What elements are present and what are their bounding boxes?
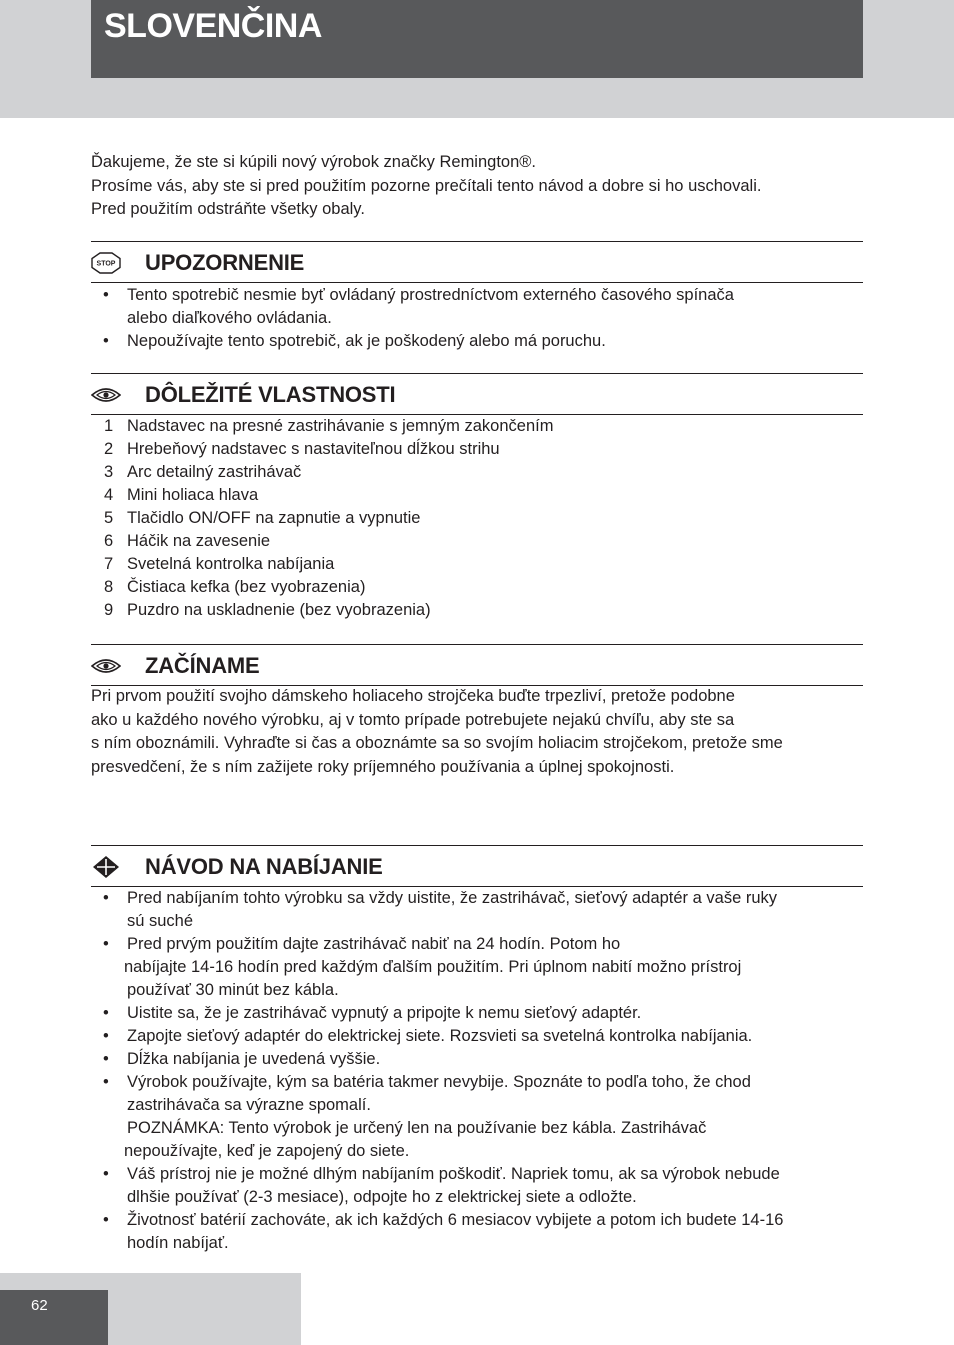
item-text: Puzdro na uskladnenie (bez vyobrazenia)	[127, 601, 431, 619]
list-item-line: Uistite sa, že je zastrihávač vypnutý a pripojte k nemu sieťový adaptér.	[127, 1004, 642, 1022]
list-item	[91, 484, 871, 507]
item-number: 7	[104, 555, 114, 573]
list-item-line: nepoužívajte, keď je zapojený do siete.	[124, 1142, 410, 1160]
list-item-line: Zapojte sieťový adaptér do elektrickej siete. Rozsvieti sa svetelná kontrolka nabíjania.	[127, 1027, 753, 1045]
item-text: Hrebeňový nadstavec s nastaviteľnou dĺžkou strihu	[127, 440, 500, 458]
paragraph-line: ako u každého nového výrobku, aj v tomto prípade potrebujete nejakú chvíľu, aby ste sa	[91, 710, 735, 729]
list-item	[91, 553, 871, 576]
item-text: Svetelná kontrolka nabíjania	[127, 555, 335, 573]
eye-icon	[91, 655, 121, 677]
list-item-line: hodín nabíjať.	[127, 1234, 229, 1252]
page-title: SLOVENČINA	[104, 7, 322, 45]
list-item	[91, 507, 871, 530]
list-item: • Životnosť batérií zachováte, ak ich každých 6 mesiacov vybijete a potom ich budete 14-16 hodín nabíjať.	[91, 1209, 871, 1255]
paragraph-line: presvedčení, že s ním zažijete roky príjemného používania a úplnej spokojnosti.	[91, 757, 675, 776]
list-item: • Nepoužívajte tento spotrebič, ak je poškodený alebo má poruchu.	[91, 330, 871, 353]
list-item	[91, 461, 871, 484]
intro-line: Ďakujeme, že ste si kúpili nový výrobok značky Remington®.	[91, 153, 537, 171]
list-item: • Výrobok používajte, kým sa batéria takmer nevybije. Spoznáte to podľa toho, že chod zastrihávača sa výrazne spomalí. POZNÁMKA: Tento výrobok je určený len na používanie bez kábla. Zastrihávač nepoužívajte, keď je zapojený do siete.	[91, 1071, 871, 1163]
list-item-line: zastrihávača sa výrazne spomalí.	[127, 1096, 371, 1114]
intro-line: Prosíme vás, aby ste si pred použitím pozorne prečítali tento návod a dobre si ho uschovali.	[91, 176, 762, 195]
title-bar	[91, 0, 863, 78]
item-text: Arc detailný zastrihávač	[127, 463, 302, 481]
list-item	[91, 530, 871, 553]
list-item-line: Výrobok používajte, kým sa batéria takmer nevybije. Spoznáte to podľa toho, že chod	[127, 1073, 751, 1091]
item-number: 9	[104, 601, 114, 619]
item-number: 4	[104, 486, 114, 504]
list-item-line: používať 30 minút bez kábla.	[127, 981, 339, 999]
list-item	[91, 438, 871, 461]
item-text: Háčik na zavesenie	[127, 532, 271, 550]
features-heading	[91, 373, 863, 415]
stop-icon-label: STOP	[96, 260, 116, 268]
list-item-line: Nepoužívajte tento spotrebič, ak je poškodený alebo má poruchu.	[127, 332, 606, 350]
list-item-line: dlhšie používať (2-3 mesiace), odpojte ho z elektrickej siete a odložte.	[127, 1188, 637, 1206]
item-number: 3	[104, 463, 114, 481]
list-item: • Pred nabíjaním tohto výrobku sa vždy uistite, že zastrihávač, sieťový adaptér a vaše ruky sú suché	[91, 887, 871, 933]
item-text: Čistiaca kefka (bez vyobrazenia)	[127, 578, 366, 596]
charging-list	[91, 887, 871, 1255]
list-item-line: sú suché	[127, 912, 194, 930]
list-item-line: Pred nabíjaním tohto výrobku sa vždy uistite, že zastrihávač, sieťový adaptér a vaše ruky	[127, 889, 778, 907]
item-number: 5	[104, 509, 114, 527]
warning-list	[91, 284, 871, 353]
paragraph-line: s ním oboznámili. Vyhraďte si čas a oboznámte sa so svojím holiacim strojčekom, pretože sme	[91, 734, 783, 752]
paragraph-line: Pri prvom použití svojho dámskeho holiaceho strojčeka buďte trpezliví, pretože podobne	[91, 687, 735, 705]
list-item: • Váš prístroj nie je možné dlhým nabíjaním poškodiť. Napriek tomu, ak sa výrobok nebude dlhšie používať (2-3 mesiace), odpojte ho z elektrickej siete a odložte.	[91, 1163, 871, 1209]
item-text: Mini holiaca hlava	[127, 486, 259, 504]
list-item: • Uistite sa, že je zastrihávač vypnutý a pripojte k nemu sieťový adaptér.	[91, 1002, 871, 1025]
list-item-line: Životnosť batérií zachováte, ak ich každých 6 mesiacov vybijete a potom ich budete 14-16	[127, 1211, 784, 1229]
intro-text	[91, 151, 871, 222]
list-item-line: POZNÁMKA: Tento výrobok je určený len na používanie bez kábla. Zastrihávač	[127, 1119, 707, 1137]
list-item	[91, 576, 871, 599]
features-list	[91, 415, 871, 622]
list-item: • Zapojte sieťový adaptér do elektrickej siete. Rozsvieti sa svetelná kontrolka nabíjania.	[91, 1025, 871, 1048]
item-number: 8	[104, 578, 114, 596]
list-item-line: Pred prvým použitím dajte zastrihávač nabiť na 24 hodín. Potom ho	[127, 935, 621, 953]
features-title: DÔLEŽITÉ VLASTNOSTI	[145, 382, 396, 407]
item-number: 1	[104, 417, 114, 435]
warning-heading	[91, 241, 863, 283]
item-text: Nadstavec na presné zastrihávanie s jemným zakončením	[127, 417, 554, 435]
list-item-line: Dĺžka nabíjania je uvedená vyššie.	[127, 1050, 381, 1068]
stop-icon	[91, 252, 121, 274]
getting-started-title: ZAČÍNAME	[145, 653, 260, 678]
getting-started-heading	[91, 644, 863, 686]
list-item-line: Váš prístroj nie je možné dlhým nabíjaním poškodiť. Napriek tomu, ak sa výrobok nebude	[127, 1165, 780, 1183]
page-number: 62	[31, 1297, 48, 1314]
item-text: Tlačidlo ON/OFF na zapnutie a vypnutie	[127, 509, 421, 527]
list-item	[91, 599, 871, 622]
charging-title: NÁVOD NA NABÍJANIE	[145, 854, 383, 879]
charging-heading	[91, 845, 863, 887]
list-item	[91, 415, 871, 438]
getting-started-text	[91, 685, 871, 779]
warning-title: UPOZORNENIE	[145, 250, 305, 275]
eye-icon	[91, 384, 121, 406]
plug-icon	[91, 856, 121, 878]
item-number: 6	[104, 532, 114, 550]
list-item: • Tento spotrebič nesmie byť ovládaný prostredníctvom externého časového spínača alebo diaľkového ovládania.	[91, 284, 871, 330]
intro-line: Pred použitím odstráňte všetky obaly.	[91, 200, 365, 218]
list-item: • Dĺžka nabíjania je uvedená vyššie.	[91, 1048, 871, 1071]
list-item-line: Tento spotrebič nesmie byť ovládaný prostredníctvom externého časového spínača	[127, 286, 734, 304]
item-number: 2	[104, 440, 114, 458]
list-item-line: alebo diaľkového ovládania.	[127, 309, 332, 327]
list-item-line: nabíjajte 14-16 hodín pred každým ďalším použitím. Pri úplnom nabití možno prístroj	[124, 958, 742, 976]
page-number-box	[0, 1290, 108, 1345]
list-item: • Pred prvým použitím dajte zastrihávač nabiť na 24 hodín. Potom ho nabíjajte 14-16 hodín pred každým ďalším použitím. Pri úplnom nabití možno prístroj používať 30 minút bez kábla.	[91, 933, 871, 1002]
